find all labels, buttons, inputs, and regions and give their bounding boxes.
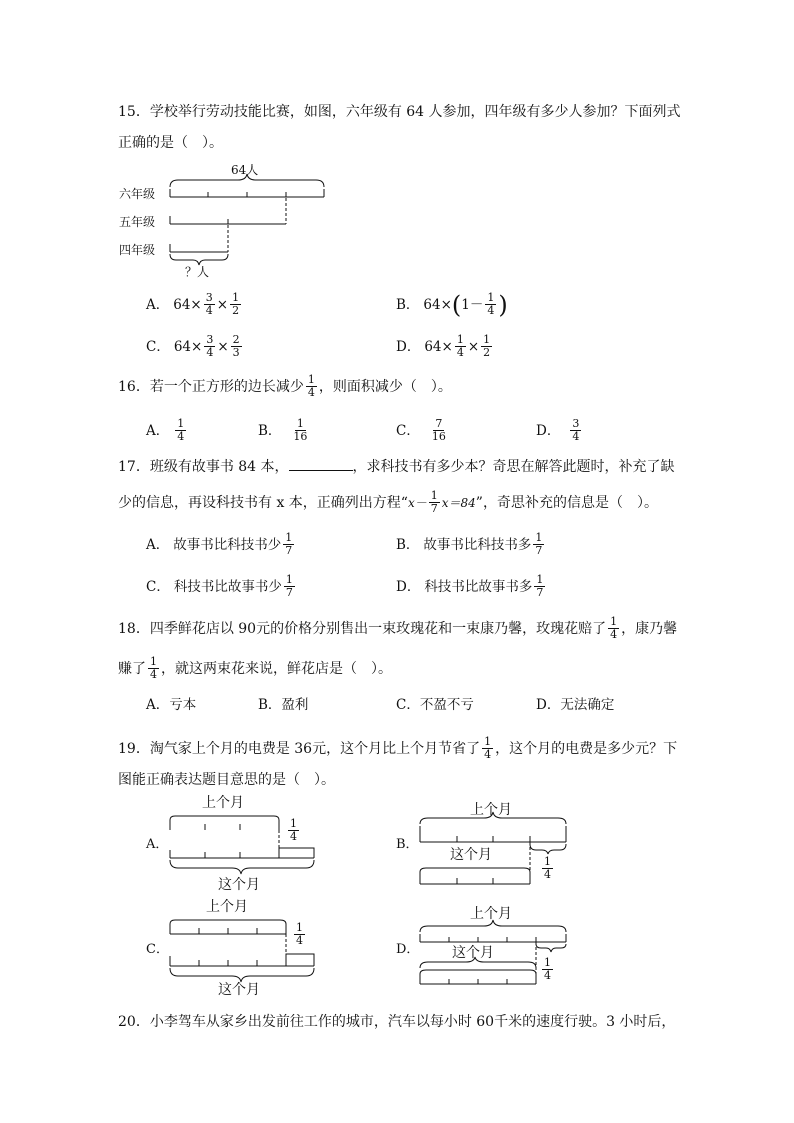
option-label: A． bbox=[146, 296, 170, 313]
option-label: D． bbox=[536, 422, 561, 439]
q19-option-a-label[interactable]: A． bbox=[146, 837, 169, 852]
q17-line2-pre: 少的信息，再设科技书有 x 本，正确列出方程“ bbox=[118, 494, 408, 511]
option-text: 故事书比科技书多 bbox=[423, 536, 532, 553]
fraction: $\frac{1}{7}$ bbox=[285, 531, 293, 557]
q19-c-last-month: 上个月 bbox=[206, 899, 248, 915]
fraction: $\frac{7}{16}$ bbox=[431, 417, 446, 443]
expr: 64× bbox=[173, 296, 202, 313]
q19-d-fraction: $\frac{1}{4}$ bbox=[544, 956, 551, 982]
q19-d-diagram bbox=[420, 920, 566, 984]
fraction: $\frac{3}{4}$ bbox=[572, 417, 580, 443]
fraction: $\frac{1}{4}$ bbox=[487, 291, 495, 317]
q15-top-label: 64人 bbox=[231, 163, 259, 177]
q19-c-this-month: 这个月 bbox=[218, 982, 260, 998]
q19-option-d-label[interactable]: D． bbox=[396, 942, 420, 957]
q19-a-diagram bbox=[170, 816, 314, 874]
q17-eq-post: x＝84 bbox=[441, 495, 476, 510]
fraction: $\frac{1}{7}$ bbox=[285, 573, 293, 599]
q19-c-fraction: $\frac{1}{4}$ bbox=[296, 921, 303, 947]
q15-stem-line2: 正确的是（ ）。 bbox=[118, 135, 223, 151]
q17-line2-post: ”，奇思补充的信息是（ ）。 bbox=[475, 494, 658, 511]
q15-bottom-label: ？人 bbox=[185, 265, 210, 279]
q19-a-fraction: $\frac{1}{4}$ bbox=[290, 817, 297, 843]
fraction: $\frac{1}{4}$ bbox=[177, 417, 185, 443]
expr-one-minus: 1－ bbox=[461, 296, 484, 313]
fraction: $\frac{1}{7}$ bbox=[535, 531, 543, 557]
option-text: 故事书比科技书少 bbox=[173, 536, 282, 553]
option-label: C． bbox=[396, 422, 420, 439]
q17-line1-pre: 17．班级有故事书 84 本， bbox=[118, 459, 289, 475]
q19-b-this-month: 这个月 bbox=[450, 847, 492, 863]
q18-line1-post: ，康乃馨 bbox=[621, 620, 678, 637]
q19-a-last-month: 上个月 bbox=[202, 795, 244, 811]
fraction: $\frac{1}{4}$ bbox=[610, 615, 618, 641]
q19-c-diagram bbox=[170, 920, 314, 982]
times: × bbox=[217, 338, 229, 355]
fraction: $\frac{1}{4}$ bbox=[484, 735, 492, 761]
option-text: 科技书比故事书多 bbox=[424, 578, 533, 595]
q17-line1-post: ，求科技书有多少本？奇思在解答此题时，补充了缺 bbox=[352, 459, 675, 475]
q18-line2-pre: 赚了 bbox=[118, 660, 146, 677]
q18-option-c[interactable]: C．不盈不亏 bbox=[396, 697, 474, 713]
q18-option-d[interactable]: D．无法确定 bbox=[536, 697, 615, 713]
fraction: $\frac{2}{3}$ bbox=[232, 333, 240, 359]
q19-line1-pre: 19．淘气家上个月的电费是 36元，这个月比上个月节省了 bbox=[118, 740, 481, 757]
q15-row-fifth: 五年级 bbox=[119, 215, 156, 229]
q19-b-diagram bbox=[420, 812, 566, 884]
option-label: D． bbox=[396, 338, 421, 355]
option-label: A． bbox=[146, 536, 170, 553]
q20-stem-line1: 20．小李驾车从家乡出发前往工作的城市，汽车以每小时 60千米的速度行驶。3 小时后， bbox=[118, 1014, 676, 1030]
fraction: $\frac{1}{16}$ bbox=[293, 417, 308, 443]
q15-option-b[interactable]: B． 64× ( 1－ $\frac{1}{4}$ ) bbox=[396, 290, 508, 319]
q19-line1-post: ，这个月的电费是多少元？下 bbox=[495, 740, 678, 757]
fraction: $\frac{3}{4}$ bbox=[205, 291, 213, 317]
option-label: B． bbox=[258, 422, 282, 439]
option-label: B． bbox=[396, 536, 420, 553]
expr: 64× bbox=[424, 338, 453, 355]
fraction: $\frac{1}{4}$ bbox=[150, 655, 157, 681]
q19-a-this-month: 这个月 bbox=[218, 877, 260, 893]
q16-text-pre: 16．若一个正方形的边长减少 bbox=[118, 378, 304, 395]
q17-eq-x: x－ bbox=[407, 495, 427, 510]
fraction: $\frac{1}{4}$ bbox=[307, 373, 315, 399]
expr: 64× bbox=[173, 338, 203, 355]
q18-line1-pre: 18．四季鲜花店以 90元的价格分别售出一束玫瑰花和一束康乃馨，玫瑰花赔了 bbox=[118, 620, 607, 637]
option-text: 科技书比故事书少 bbox=[173, 578, 282, 595]
q15-row-fourth: 四年级 bbox=[119, 243, 156, 257]
option-label: C． bbox=[146, 578, 170, 595]
option-label: A． bbox=[146, 422, 170, 439]
q19-b-fraction: $\frac{1}{4}$ bbox=[544, 855, 551, 881]
times: × bbox=[467, 338, 480, 355]
q18-option-a[interactable]: A．亏本 bbox=[146, 697, 197, 713]
times: × bbox=[216, 296, 229, 313]
fraction: $\frac{3}{4}$ bbox=[206, 333, 214, 359]
option-label: B． bbox=[396, 296, 420, 313]
q19-d-this-month: 这个月 bbox=[452, 945, 494, 961]
q19-option-c-label[interactable]: C． bbox=[146, 942, 169, 957]
fraction: $\frac{1}{4}$ bbox=[456, 333, 464, 359]
q19-stem-line2: 图能正确表达题目意思的是（ ）。 bbox=[118, 772, 335, 788]
q16-text-post: ，则面积减少（ ）。 bbox=[318, 378, 452, 395]
q19-option-b-label[interactable]: B． bbox=[396, 837, 419, 852]
q19-d-last-month: 上个月 bbox=[470, 906, 512, 922]
option-label: C． bbox=[146, 338, 170, 355]
fraction: $\frac{1}{7}$ bbox=[536, 573, 544, 599]
q19-b-last-month: 上个月 bbox=[470, 802, 512, 818]
fraction: $\frac{1}{2}$ bbox=[483, 333, 491, 359]
q15-stem-line1: 15．学校举行劳动技能比赛，如图，六年级有 64 人参加，四年级有多少人参加？下面列式 bbox=[118, 104, 681, 120]
q18-line2-post: ，就这两束花来说，鲜花店是（ ）。 bbox=[161, 660, 392, 677]
expr: 64× bbox=[423, 296, 452, 313]
fraction: $\frac{1}{7}$ bbox=[430, 489, 438, 515]
option-label: D． bbox=[396, 578, 421, 595]
q15-row-sixth: 六年级 bbox=[119, 187, 156, 201]
q18-option-b[interactable]: B．盈利 bbox=[258, 697, 309, 713]
fraction: $\frac{1}{2}$ bbox=[232, 291, 240, 317]
